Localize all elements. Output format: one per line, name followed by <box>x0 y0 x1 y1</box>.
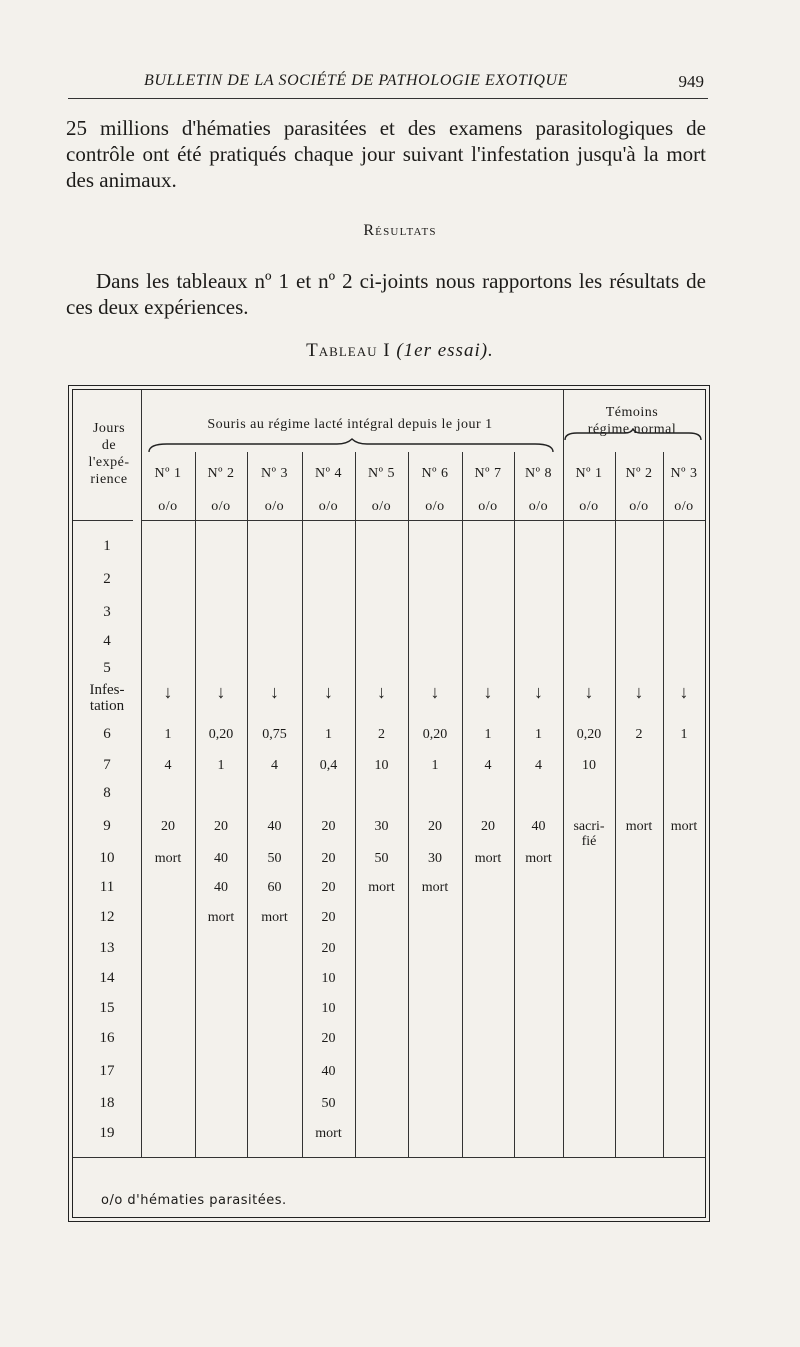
day-label: 10 <box>99 850 115 866</box>
table-vline-col <box>355 452 356 1157</box>
table-value: mort <box>154 851 182 866</box>
table-value: 20 <box>214 819 228 834</box>
col-unit: o/o <box>264 499 285 514</box>
table-value: 1 <box>484 727 492 742</box>
table-vline-col <box>302 452 303 1157</box>
col-header-mouse: Nº 3 <box>670 466 698 481</box>
table-value: 20 <box>428 819 442 834</box>
day-label: 1 <box>103 538 111 554</box>
table-vline-col <box>247 452 248 1157</box>
table-value: 40 <box>321 1064 336 1079</box>
table-value: 10 <box>321 1001 336 1016</box>
table-value: 4 <box>535 758 542 773</box>
table-hline-header-days <box>73 520 133 521</box>
col-unit: o/o <box>425 499 445 514</box>
col-unit: o/o <box>478 499 498 514</box>
group-brace-milk <box>147 438 557 456</box>
table-value: 10 <box>321 971 336 986</box>
table-value: 2 <box>635 727 643 742</box>
table-value: mort <box>421 880 449 895</box>
col-header-mouse: Nº 1 <box>575 466 603 481</box>
col-unit: o/o <box>371 499 392 514</box>
page-number: 949 <box>678 72 704 91</box>
table-caption <box>0 340 800 362</box>
day-label: Infes- <box>89 682 125 698</box>
col-header-mouse: Nº 4 <box>315 466 342 481</box>
table-value: mort <box>368 880 395 895</box>
table-value: 1 <box>164 727 172 742</box>
col-header-mouse: Nº 2 <box>207 466 235 481</box>
table-value: mort <box>474 851 502 866</box>
table-value: mort <box>261 910 288 925</box>
day-label: 18 <box>99 1095 115 1111</box>
paragraph-intro: 25 millions d'hématies parasitées et des examens parasitologiques de contrôle ont été pratiqués chaque jour suivant l'infestation jusqu'à la mort des animaux. <box>66 116 706 192</box>
col-unit: o/o <box>629 499 649 514</box>
group-brace-controls <box>563 428 703 444</box>
table-vline-col <box>514 452 515 1157</box>
col-unit: o/o <box>579 499 599 514</box>
table-hline-header <box>141 520 705 521</box>
table-value: 4 <box>271 758 278 773</box>
table-value: 2 <box>378 727 385 742</box>
col-header-mouse: Nº 6 <box>421 466 449 481</box>
day-label: 12 <box>99 909 115 925</box>
col-header-mouse: Nº 3 <box>261 466 288 481</box>
col-unit: o/o <box>528 499 549 514</box>
table-value: 40 <box>267 819 282 834</box>
infestation-arrow-icon: ↓ <box>584 682 594 702</box>
col-header-days-line3: l'expé- <box>88 455 130 470</box>
group-header-milk: Souris au régime lacté intégral depuis le jour 1 <box>207 417 493 432</box>
infestation-arrow-icon: ↓ <box>483 682 493 702</box>
table-value: 20 <box>321 880 336 895</box>
group-header-controls-line1: Témoins <box>605 405 659 420</box>
table-vline-col <box>408 452 409 1157</box>
col-header-mouse: Nº 7 <box>474 466 502 481</box>
table-value: 40 <box>531 819 546 834</box>
col-header-mouse: Nº 2 <box>625 466 653 481</box>
table-value: 20 <box>481 819 495 834</box>
section-title: Résultats <box>363 222 437 239</box>
table-value: sacri- <box>573 819 605 834</box>
infestation-arrow-icon: ↓ <box>163 682 173 702</box>
day-label: 19 <box>99 1125 115 1141</box>
day-label: 9 <box>103 818 111 834</box>
col-header-days-line2: de <box>101 438 117 453</box>
table-footnote: o/o d'hématies parasitées. <box>101 1193 287 1208</box>
table-value: 0,20 <box>208 727 234 742</box>
day-label: 8 <box>103 785 111 801</box>
infestation-arrow-icon: ↓ <box>679 682 689 702</box>
col-unit: o/o <box>158 499 178 514</box>
col-header-mouse: Nº 1 <box>154 466 182 481</box>
infestation-arrow-icon: ↓ <box>634 682 644 702</box>
table-value: 20 <box>321 1031 336 1046</box>
day-label: 17 <box>99 1063 115 1079</box>
table-vline-col <box>195 452 196 1157</box>
col-unit: o/o <box>318 499 339 514</box>
table-value: 10 <box>582 758 596 773</box>
table-value: 20 <box>161 819 175 834</box>
results-table <box>68 385 710 1222</box>
table-value: 20 <box>321 851 336 866</box>
day-label: 15 <box>99 1000 115 1016</box>
table-value: 50 <box>374 851 389 866</box>
results-table-body <box>72 389 706 1218</box>
table-value: 0,75 <box>262 727 287 742</box>
table-value: mort <box>525 851 552 866</box>
table-value: 1 <box>535 727 542 742</box>
table-vline-col <box>615 452 616 1157</box>
table-value: mort <box>625 819 653 834</box>
day-label-cont: tation <box>89 698 125 714</box>
table-value: 20 <box>321 910 336 925</box>
table-value: 1 <box>431 758 439 773</box>
table-value: 60 <box>267 880 282 895</box>
infestation-arrow-icon: ↓ <box>216 682 226 702</box>
table-value: mort <box>207 910 235 925</box>
table-value: 4 <box>484 758 492 773</box>
table-value: mort <box>670 819 698 834</box>
table-vline-col <box>462 452 463 1157</box>
infestation-arrow-icon: ↓ <box>430 682 440 702</box>
day-label: 3 <box>103 604 111 620</box>
table-value: 4 <box>164 758 172 773</box>
table-vline-col <box>663 452 664 1157</box>
day-label: 13 <box>99 940 115 956</box>
table-value: 0,20 <box>576 727 602 742</box>
day-label: 6 <box>103 726 111 742</box>
table-value: 40 <box>214 880 228 895</box>
table-value: 20 <box>321 941 336 956</box>
day-label: 5 <box>103 660 111 676</box>
table-value: 20 <box>321 819 336 834</box>
col-unit: o/o <box>211 499 231 514</box>
table-hline-bottom <box>73 1157 705 1158</box>
group-header-controls-line2: régime normal <box>587 422 677 437</box>
table-value: mort <box>315 1126 342 1141</box>
col-header-days <box>81 420 137 488</box>
col-header-days-line1: Jours <box>92 421 126 436</box>
infestation-arrow-icon: ↓ <box>377 682 386 702</box>
day-label: 14 <box>99 970 115 986</box>
col-header-days-line4: rience <box>90 472 128 487</box>
day-label: 11 <box>99 879 115 895</box>
table-value: 40 <box>214 851 228 866</box>
table-value: 50 <box>267 851 282 866</box>
infestation-arrow-icon: ↓ <box>324 682 333 702</box>
journal-title: BULLETIN DE LA SOCIÉTÉ DE PATHOLOGIE EXOTIQUE <box>144 72 569 89</box>
running-header <box>68 70 708 99</box>
table-value: 1 <box>680 727 688 742</box>
col-unit: o/o <box>674 499 694 514</box>
col-header-mouse: Nº 5 <box>368 466 395 481</box>
table-value: 1 <box>217 758 225 773</box>
table-value: 30 <box>428 851 442 866</box>
table-caption-sub: (1er essai). <box>396 340 494 361</box>
day-label: 2 <box>103 571 111 587</box>
day-label: 7 <box>103 757 111 773</box>
table-value: 0,20 <box>422 727 448 742</box>
infestation-arrow-icon: ↓ <box>270 682 279 702</box>
table-value: 0,4 <box>319 758 338 773</box>
table-caption-label: Tableau I <box>306 340 391 361</box>
col-header-mouse: Nº 8 <box>525 466 552 481</box>
day-label: 16 <box>99 1030 115 1046</box>
day-label: 4 <box>103 633 111 649</box>
paragraph-results: Dans les tableaux nº 1 et nº 2 ci-joints nous rapportons les résultats de ces deux expériences. <box>66 269 706 319</box>
table-value: 30 <box>374 819 389 834</box>
table-value-cont: fié <box>581 834 597 849</box>
table-value: 50 <box>321 1096 336 1111</box>
table-value: 1 <box>325 727 332 742</box>
table-value: 10 <box>374 758 389 773</box>
infestation-arrow-icon: ↓ <box>534 682 543 702</box>
